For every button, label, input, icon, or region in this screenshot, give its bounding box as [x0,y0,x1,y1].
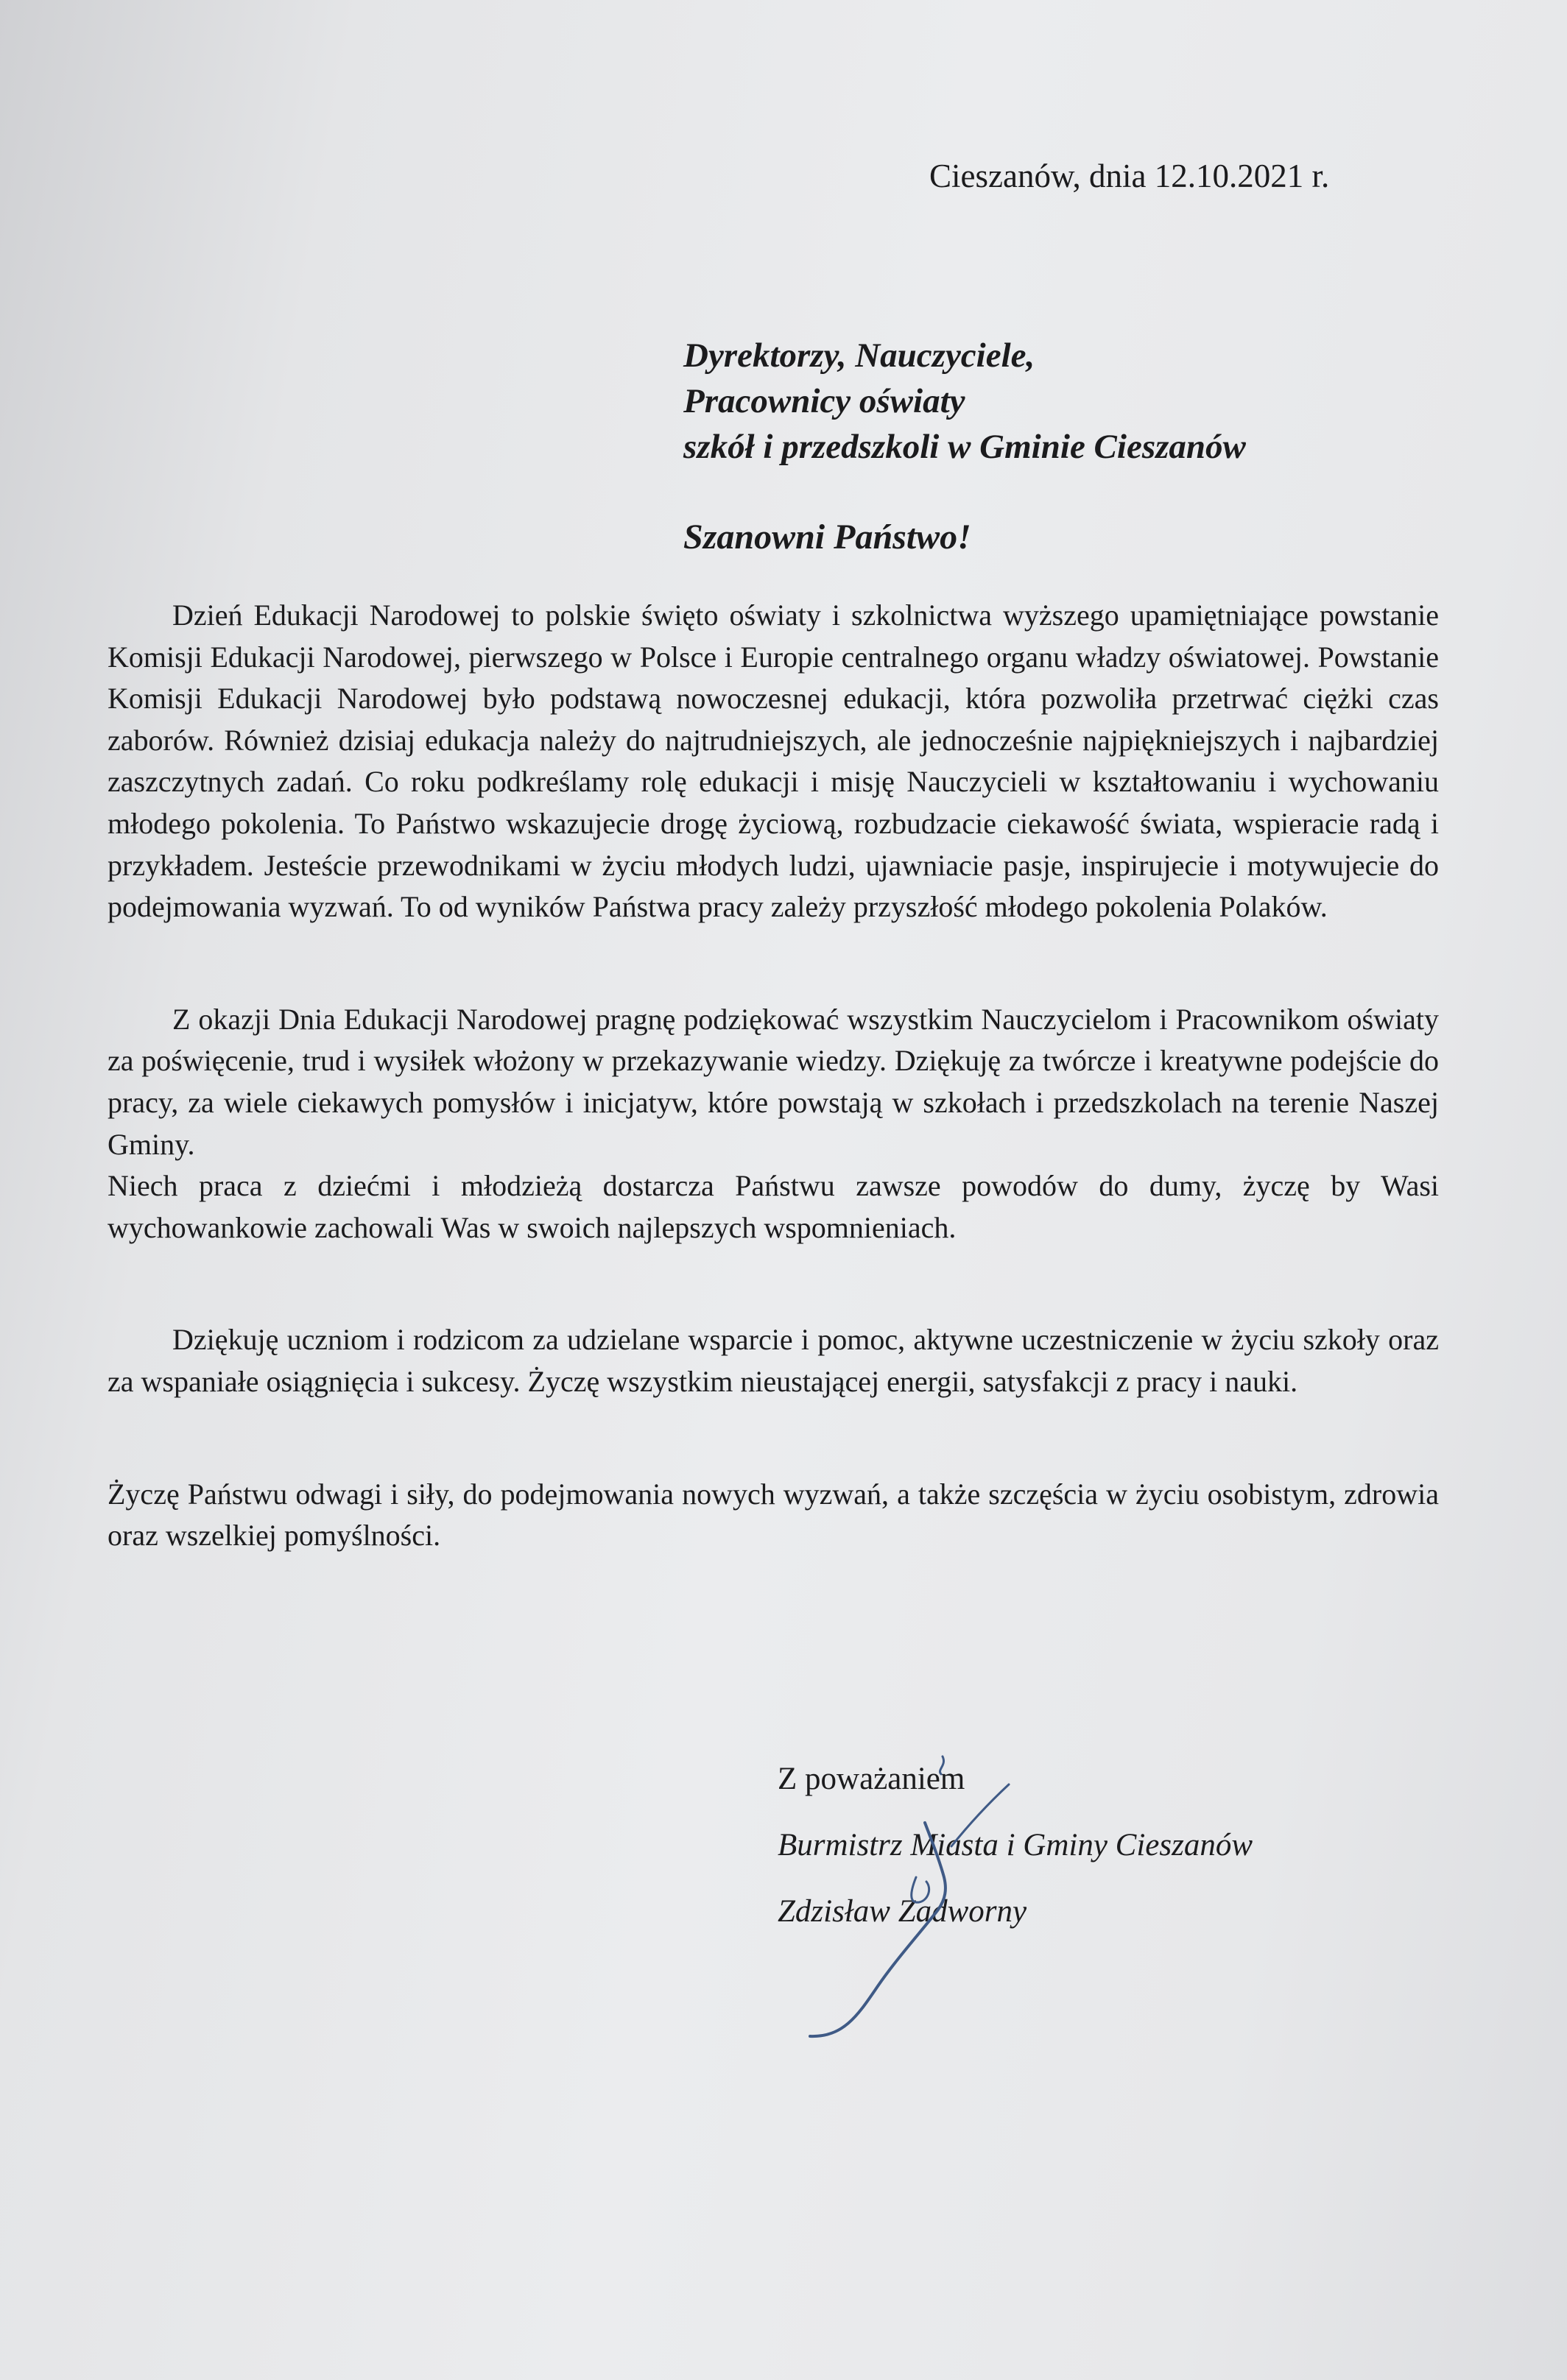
paragraph-thanks-teachers: Z okazji Dnia Edukacji Narodowej pragnę podziękować wszystkim Nauczycielom i Pracownikom oświaty za poświęcenie, trud i wysiłek włożony w przekazywanie wiedzy. Dziękuję za twórcze i kreatywne podejście do pracy, za wiele ciekawych pomysłów i inicjatyw, które powstają w szkołach i przedszkolach na terenie Naszej Gminy. [108,1002,1439,1161]
handwritten-signature [781,1752,1090,2061]
signatory-title: Burmistrz Miasta i Gminy Cieszanów [778,1828,1253,1862]
paragraph-education-day: Dzień Edukacji Narodowej to polskie święto oświaty i szkolnictwa wyższego upamiętniające powstanie Komisji Edukacji Narodowej, pierwszego w Polsce i Europie centralnego organu władzy oświatowej. Powstanie Komisji Edukacji Narodowej było podstawą nowoczesnej edukacji, która pozwoliła przetrwać ciężki czas zaborów. Również dzisiaj edukacja należy do najtrudniejszych, ale jednocześnie najpiękniejszych i najbardziej zaszczytnych zadań. Co roku podkreślamy rolę edukacji i misję Nauczycieli w kształtowaniu i wychowaniu młodego pokolenia. To Państwo wskazujecie drogę życiową, rozbudzacie ciekawość świata, wspieracie radą i przykładem. Jesteście przewodnikami w życiu młodych ludzi, ujawniacie pasje, inspirujecie i motywujecie do podejmowania wyzwań. To od wyników Państwa pracy zależy przyszłość młodego pokolenia Polaków. [108,598,1439,924]
addressee-line-2: Pracownicy oświaty [683,382,965,420]
letter-body [108,595,1439,1557]
paragraph-wishes-pride: Niech praca z dziećmi i młodzieżą dostarcza Państwu zawsze powodów do dumy, życzę by Wasi wychowankowie zachowali Was w swoich najlepszych wspomnieniach. [108,1169,1439,1244]
paragraph-final-wishes: Życzę Państwu odwagi i siły, do podejmowania nowych wyzwań, a także szczęścia w życiu osobistym, zdrowia oraz wszelkiej pomyślności. [108,1477,1439,1553]
closing-phrase: Z poważaniem [778,1762,965,1796]
addressee-block [683,333,1246,470]
salutation: Szanowni Państwo! [683,518,971,557]
paragraph-thanks-students: Dziękuję uczniom i rodzicom za udzielane wsparcie i pomoc, aktywne uczestniczenie w życiu szkoły oraz za wspaniałe osiągnięcia i sukcesy. Życzę wszystkim nieustającej energii, satysfakcji z pracy i nauki. [108,1323,1439,1398]
addressee-line-1: Dyrektorzy, Nauczyciele, [683,336,1035,375]
signatory-name: Zdzisław Zadworny [778,1894,1027,1929]
place-and-date: Cieszanów, dnia 12.10.2021 r. [929,158,1330,194]
addressee-line-3: szkół i przedszkoli w Gminie Cieszanów [683,428,1246,466]
